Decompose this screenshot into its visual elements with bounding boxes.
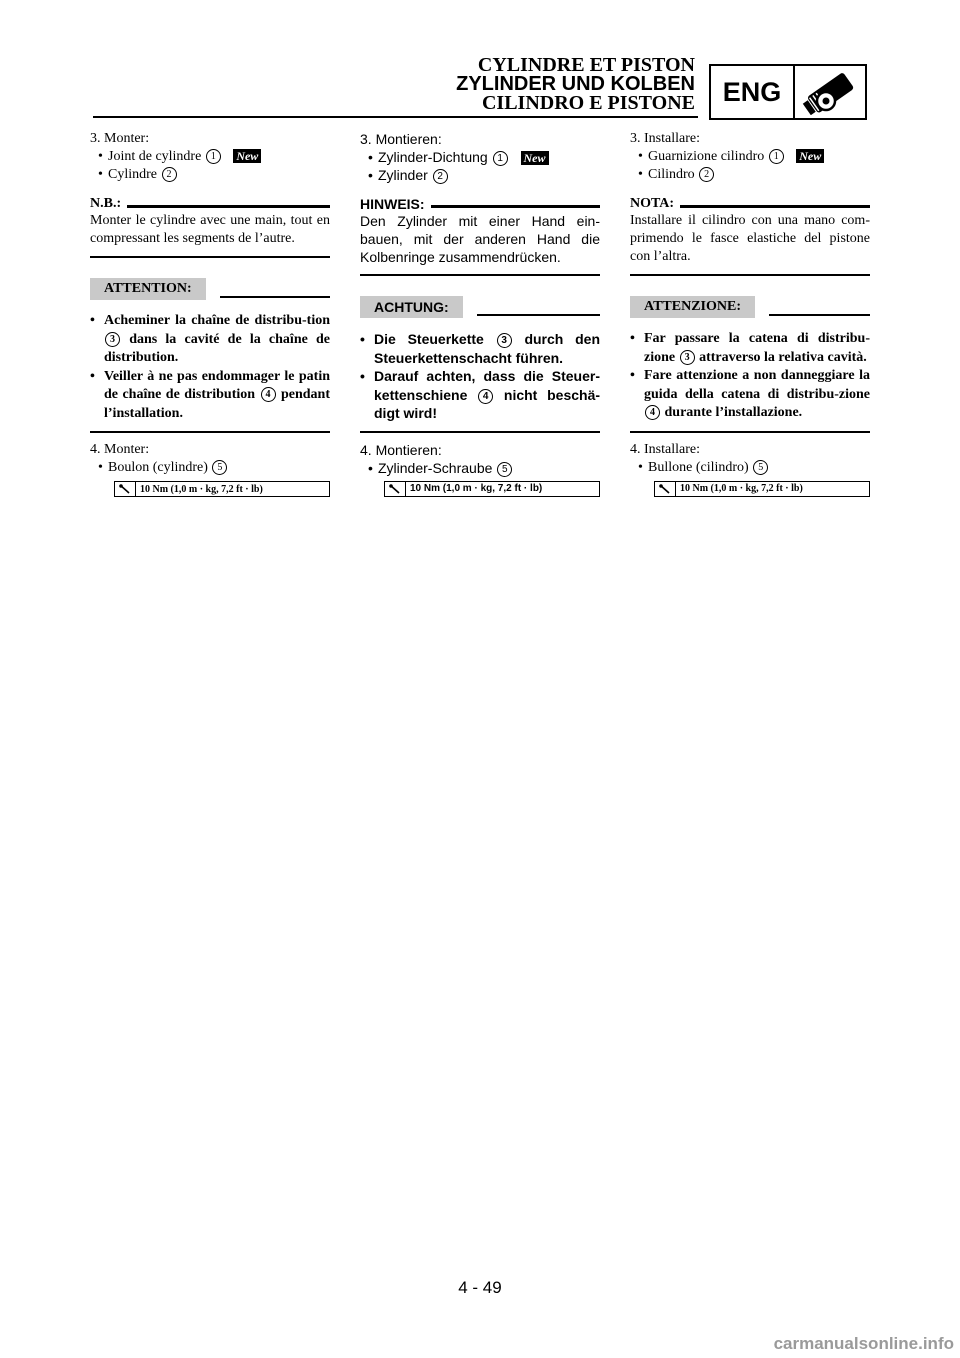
caution-list xyxy=(630,330,870,423)
note-end-rule xyxy=(630,274,870,276)
caution-label: ATTENTION: xyxy=(90,278,206,300)
caution-item xyxy=(360,330,600,367)
torque-value: 10 Nm (1,0 m · kg, 7,2 ft · lb) xyxy=(680,483,803,494)
caution-end-rule xyxy=(630,431,870,433)
section-titles xyxy=(456,56,695,113)
note-text: Den Zylinder mit einer Hand ein-bauen, mit der anderen Hand die Kolbenringe zusammendrücken. xyxy=(360,213,600,265)
item-label: Zylinder-Schraube xyxy=(378,459,493,476)
callout-number: 5 xyxy=(753,460,768,475)
note-text: Installare il cilindro con una mano com-primendo le fasce elastiche del pistone con l’altra. xyxy=(630,213,870,264)
item-cylinder-gasket xyxy=(360,148,600,166)
new-part-badge: New xyxy=(521,151,549,165)
step-3-heading: 3. Monter: xyxy=(90,131,150,146)
caution-item xyxy=(90,312,330,368)
callout-number: 3 xyxy=(497,333,512,348)
caution-item xyxy=(360,367,600,423)
note-label: HINWEIS: xyxy=(360,196,425,212)
torque-spec xyxy=(654,481,870,497)
item-label: Guarnizione cilindro xyxy=(648,149,765,164)
caution-item xyxy=(90,368,330,424)
torque-wrench-icon xyxy=(115,482,136,496)
note-heading xyxy=(630,196,870,212)
note-label: NOTA: xyxy=(630,196,675,211)
step-4-heading: 4. Installare: xyxy=(630,441,700,457)
torque-wrench-icon xyxy=(655,482,676,496)
callout-number: 2 xyxy=(433,169,448,184)
caution-text: durch den Steuerkettenschacht führen. xyxy=(374,331,601,366)
caution-text: Fare attenzione a non danneggiare la guida della catena di distribu-zione xyxy=(644,368,870,402)
caution-text: pendant l’installation. xyxy=(104,387,330,421)
item-cylinder-bolt xyxy=(90,459,330,477)
callout-number: 1 xyxy=(769,149,784,164)
note-end-rule xyxy=(90,256,330,258)
note-heading xyxy=(90,196,330,212)
callout-number: 3 xyxy=(680,350,695,365)
caution-text: Acheminer la chaîne de distribu-tion xyxy=(104,313,330,328)
item-cylinder xyxy=(630,166,870,184)
caution-item xyxy=(630,330,870,367)
callout-number: 4 xyxy=(645,405,660,420)
callout-number: 2 xyxy=(699,167,714,182)
caution-text: Far passare la catena di distribu-zione xyxy=(644,331,870,365)
note-text: Monter le cylindre avec une main, tout en compressant les segments de l’autre. xyxy=(90,213,330,246)
item-label: Bullone (cilindro) xyxy=(648,459,749,475)
step-4-heading: 4. Monter: xyxy=(90,442,150,457)
note-end-rule xyxy=(360,274,600,276)
item-label: Zylinder-Dichtung xyxy=(378,149,488,165)
caution-label: ACHTUNG: xyxy=(360,296,463,318)
item-cylinder-gasket xyxy=(630,148,870,166)
caution-text: Darauf achten, dass die Steuer-kettenschiene xyxy=(374,368,600,403)
callout-number: 2 xyxy=(162,167,177,182)
torque-value: 10 Nm (1,0 m · kg, 7,2 ft · lb) xyxy=(410,483,543,494)
callout-number: 4 xyxy=(261,387,276,402)
callout-number: 1 xyxy=(493,151,508,166)
torque-wrench-icon xyxy=(385,482,406,496)
caution-list xyxy=(90,312,330,423)
step-4-heading: 4. Montieren: xyxy=(360,441,442,458)
title-german: ZYLINDER UND KOLBEN xyxy=(456,73,695,95)
callout-number: 1 xyxy=(206,149,221,164)
step-3-heading: 3. Installare: xyxy=(630,131,700,146)
item-label: Joint de cylindre xyxy=(108,149,202,164)
title-italian: CILINDRO E PISTONE xyxy=(481,92,695,114)
watermark: carmanualsonline.info xyxy=(773,1334,954,1353)
caution-text: Veiller à ne pas endommager le patin de chaîne de distribution xyxy=(104,368,330,402)
caution-list xyxy=(360,330,600,423)
header-rule xyxy=(93,116,698,118)
eng-label: ENG xyxy=(711,66,795,118)
note-heading xyxy=(360,196,600,212)
caution-end-rule xyxy=(90,431,330,433)
item-label: Zylinder xyxy=(378,167,428,183)
caution-text: nicht beschä-digt wird! xyxy=(374,386,601,421)
item-label: Boulon (cylindre) xyxy=(108,460,208,475)
new-part-badge: New xyxy=(796,149,824,163)
note-label: N.B.: xyxy=(90,196,122,211)
column-italian xyxy=(630,130,870,497)
torque-spec xyxy=(384,481,600,497)
new-part-badge: New xyxy=(233,149,261,163)
torque-spec xyxy=(114,481,330,497)
caution-text: durante l’installazione. xyxy=(664,405,803,420)
item-cylinder-bolt xyxy=(360,459,600,477)
caution-heading xyxy=(90,278,330,300)
page-number: 4 - 49 xyxy=(458,1278,502,1297)
engine-piston-icon xyxy=(795,66,865,118)
caution-text: dans la cavité de la chaîne de distribution. xyxy=(104,331,331,365)
item-label: Cylindre xyxy=(108,167,157,182)
column-german xyxy=(360,130,600,497)
caution-text: Die Steuerkette xyxy=(374,331,484,347)
caution-end-rule xyxy=(360,431,600,433)
title-french: CYLINDRE ET PISTON xyxy=(477,54,695,76)
column-french xyxy=(90,130,330,497)
section-tab xyxy=(709,64,867,120)
caution-heading xyxy=(360,296,600,318)
caution-label: ATTENZIONE: xyxy=(630,296,755,318)
callout-number: 5 xyxy=(212,460,227,475)
callout-number: 4 xyxy=(478,389,493,404)
step-3-heading: 3. Montieren: xyxy=(360,131,442,147)
caution-text: attraverso la relativa cavità. xyxy=(699,349,867,365)
callout-number: 5 xyxy=(497,462,512,477)
item-cylinder-gasket xyxy=(90,148,330,166)
caution-item xyxy=(630,367,870,423)
item-cylinder xyxy=(360,166,600,184)
caution-heading xyxy=(630,296,870,318)
item-cylinder-bolt xyxy=(630,459,870,477)
callout-number: 3 xyxy=(105,332,120,347)
item-label: Cilindro xyxy=(648,167,695,182)
item-cylinder xyxy=(90,166,330,184)
torque-value: 10 Nm (1,0 m · kg, 7,2 ft · lb) xyxy=(140,483,263,495)
